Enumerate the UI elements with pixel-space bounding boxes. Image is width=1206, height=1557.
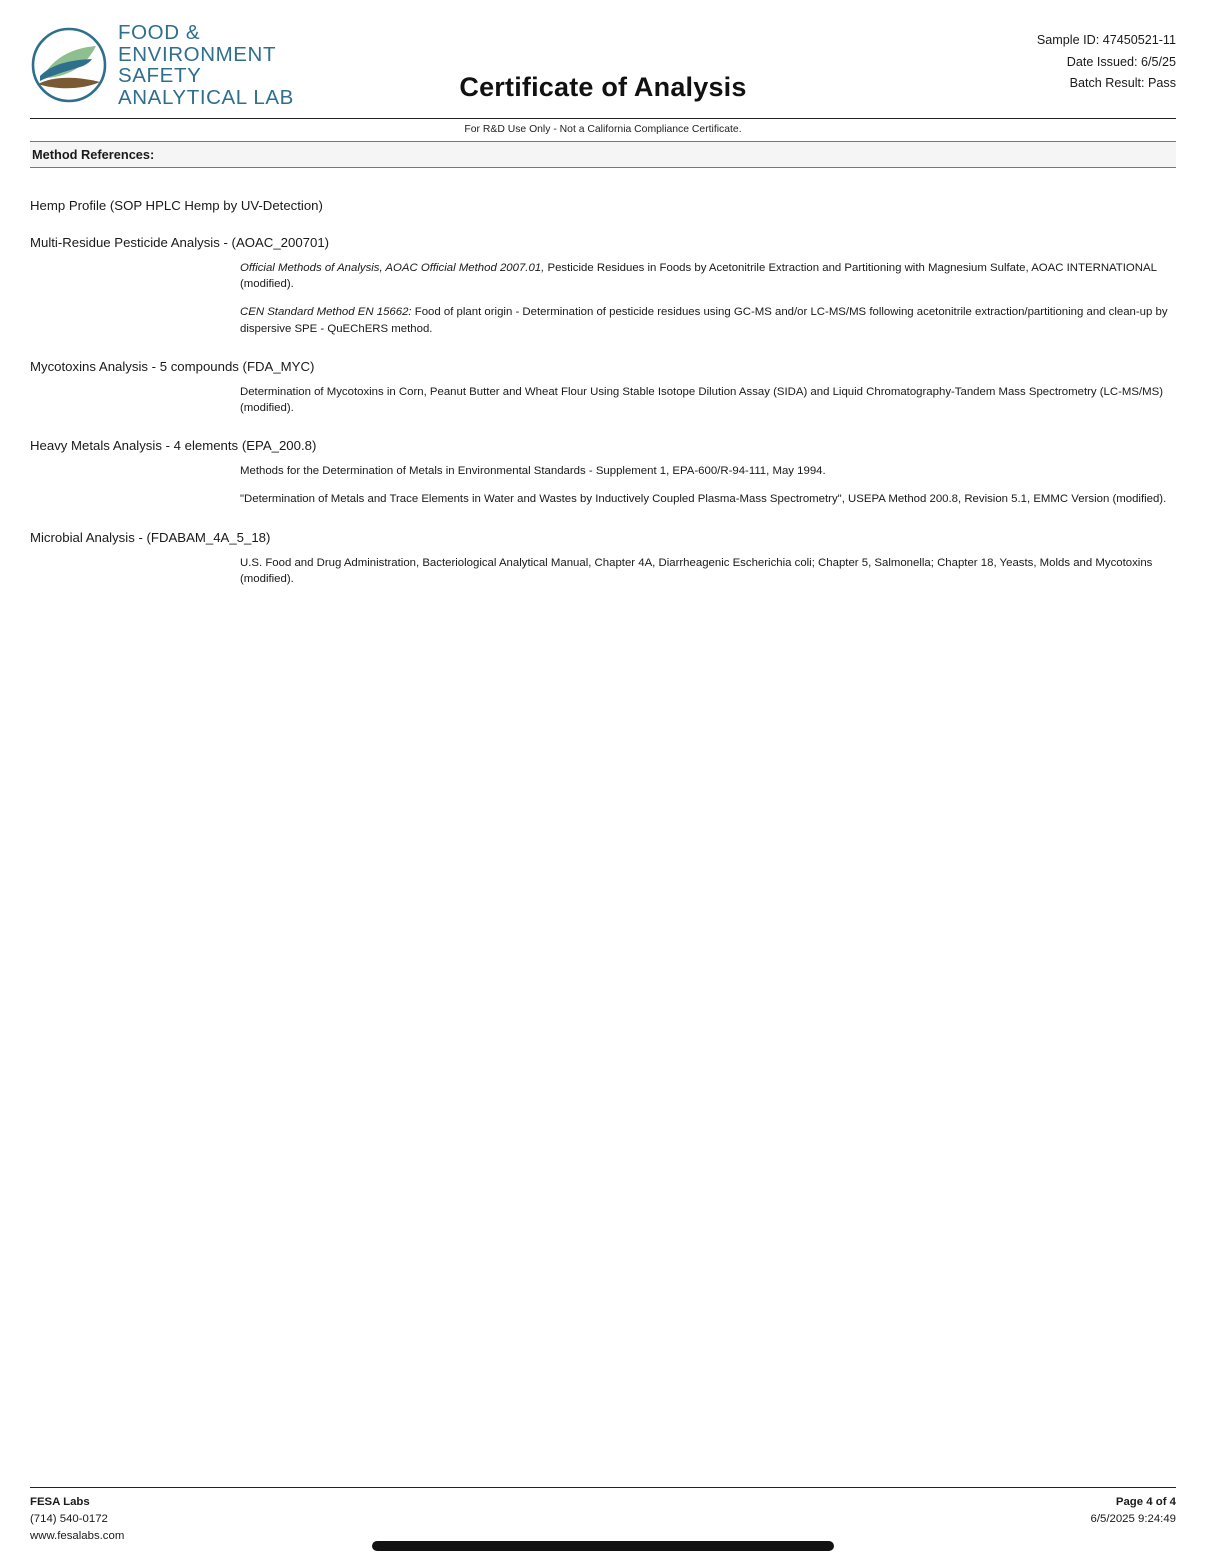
footer-divider xyxy=(30,1487,1176,1488)
method-reference-item xyxy=(240,555,1175,587)
method-title: Hemp Profile (SOP HPLC Hemp by UV-Detection) xyxy=(30,198,323,213)
document-header xyxy=(30,0,1176,116)
reference-text: Methods for the Determination of Metals in Environmental Standards - Supplement 1, EPA-600/R-94-111, May 1994. xyxy=(240,465,826,478)
method-block xyxy=(30,359,1176,416)
scrollbar-thumb[interactable] xyxy=(372,1541,834,1551)
footer-timestamp: 6/5/2025 9:24:49 xyxy=(1090,1512,1176,1525)
method-references xyxy=(30,384,1176,416)
method-reference-item xyxy=(240,260,1175,292)
logo-line-1: FOOD & xyxy=(118,21,201,44)
method-references xyxy=(30,463,1176,507)
batch-result: Batch Result: Pass xyxy=(1069,76,1176,91)
method-reference-item xyxy=(240,491,1175,507)
page-title: Certificate of Analysis xyxy=(459,72,747,102)
method-block xyxy=(30,235,1176,337)
method-block xyxy=(30,438,1176,507)
method-references xyxy=(30,260,1176,337)
disclaimer-text: For R&D Use Only - Not a California Compliance Certificate. xyxy=(464,124,742,135)
reference-citation: Official Methods of Analysis, AOAC Official Method 2007.01, xyxy=(240,262,545,274)
method-title: Heavy Metals Analysis - 4 elements (EPA_200.8) xyxy=(30,438,317,454)
method-references-header: Method References: xyxy=(30,141,1176,168)
logo-line-4: ANALYTICAL LAB xyxy=(118,85,294,109)
method-title: Mycotoxins Analysis - 5 compounds (FDA_MYC) xyxy=(30,358,315,374)
footer-phone: (714) 540-0172 xyxy=(30,1512,108,1525)
sample-meta xyxy=(1037,30,1176,95)
reference-text: U.S. Food and Drug Administration, Bacteriological Analytical Manual, Chapter 4A, Diarrheagenic Escherichia coli; Chapter 5, Salmonella; Chapter 18, Yeasts, Molds and Mycotoxins (modified). xyxy=(240,556,1153,585)
method-list xyxy=(30,168,1176,587)
reference-citation: CEN Standard Method EN 15662: xyxy=(240,306,412,319)
logo-line-2: ENVIRONMENT xyxy=(118,42,277,66)
method-reference-item xyxy=(240,463,1175,479)
method-references xyxy=(30,555,1176,587)
method-title: Multi-Residue Pesticide Analysis - (AOAC_200701) xyxy=(30,235,330,250)
method-reference-item xyxy=(240,304,1175,336)
footer-website[interactable]: www.fesalabs.com xyxy=(30,1529,125,1542)
reference-text: Determination of Mycotoxins in Corn, Peanut Butter and Wheat Flour Using Stable Isotope Dilution Assay (SIDA) and Liquid Chromatography-Tandem Mass Spectrometry (LC-MS/MS) (modified). xyxy=(240,385,1164,414)
reference-text: Pesticide Residues in Foods by Acetonitrile Extraction and Partitioning with Magnesium Sulfate, AOAC INTERNATIONAL (modified). xyxy=(240,262,1157,291)
logo-line-3: SAFETY xyxy=(118,64,202,88)
method-title: Microbial Analysis - (FDABAM_4A_5_18) xyxy=(30,529,271,545)
reference-text: Food of plant origin - Determination of pesticide residues using GC-MS and/or LC-MS/MS following acetonitrile extraction/partitioning and clean-up by dispersive SPE - QuEChERS method. xyxy=(240,306,1168,335)
sample-id: Sample ID: 47450521-11 xyxy=(1036,33,1176,47)
reference-text: "Determination of Metals and Trace Elements in Water and Wastes by Inductively Coupled Plasma-Mass Spectrometry", USEPA Method 200.8, Revision 5.1, EMMC Version (modified). xyxy=(240,493,1167,506)
footer-lab-name: FESA Labs xyxy=(30,1495,90,1508)
document-footer xyxy=(30,1487,1176,1545)
method-reference-item xyxy=(240,384,1175,416)
method-block xyxy=(30,530,1176,587)
method-block xyxy=(30,198,1176,213)
date-issued: Date Issued: 6/5/25 xyxy=(1066,54,1176,69)
footer-contact xyxy=(30,1494,124,1545)
footer-pageinfo xyxy=(1090,1494,1176,1545)
footer-page-number: Page 4 of 4 xyxy=(1115,1495,1176,1508)
